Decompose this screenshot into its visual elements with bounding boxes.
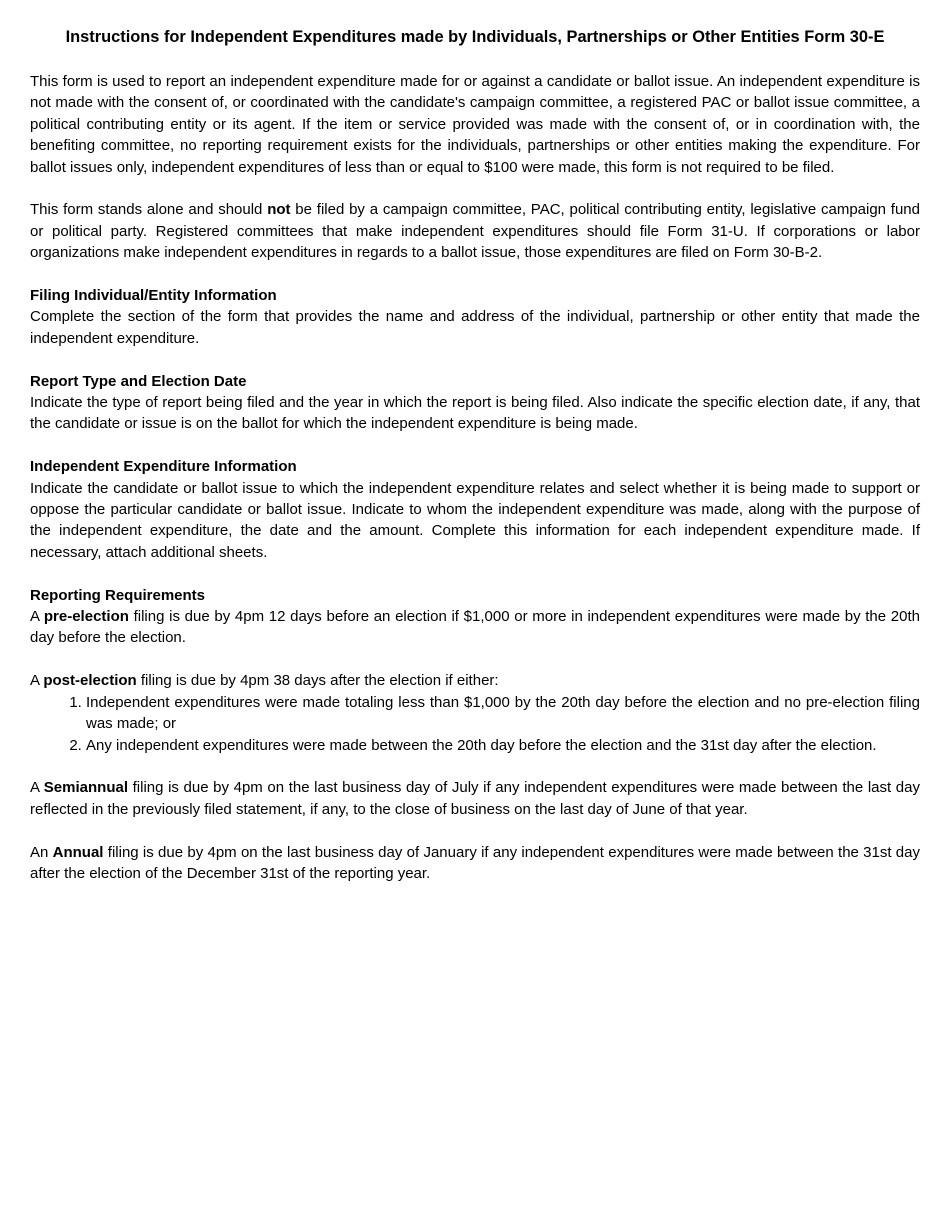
post-election-paragraph — [30, 670, 920, 691]
section-body: Indicate the candidate or ballot issue to which the independent expenditure relates and select whether it is being made to support or oppose the particular candidate or ballot issue. Indicate to whom the independent expenditure was made, along with the purpose of the independent expenditure, the date and the amount. Complete this information for each independent expenditure made. If necessary, attach additional sheets. — [30, 479, 920, 561]
post-election-conditions-list — [30, 692, 920, 756]
pre-election-paragraph — [30, 606, 920, 649]
standalone-text-bold: not — [267, 201, 291, 219]
section-body: Indicate the type of report being filed and the year in which the report is being filed. Also indicate the specific election date, if any, that the candidate or issue is on the ballot for which the independent expenditure is being made. — [30, 394, 920, 433]
standalone-text-after: be filed by a campaign committee, PAC, political contributing entity, legislative campaign fund or political party. Registered committees that make independent expenditures should file Form 31-U. If corporations or labor organizations make independent expenditures in regards to a ballot issue, those expenditures are filed on Form 30-B-2. — [30, 201, 920, 262]
semiannual-after: filing is due by 4pm on the last business day of July if any independent expenditures were made between the last day reflected in the previously filed statement, if any, to the close of business on the last day of June of that year. — [30, 779, 920, 818]
section-reporting-requirements — [30, 585, 920, 649]
standalone-paragraph — [30, 199, 920, 263]
section-heading: Filing Individual/Entity Information — [30, 287, 277, 305]
post-election-intro — [30, 670, 920, 691]
section-filing-individual — [30, 285, 920, 349]
annual-bold: Annual — [52, 843, 104, 861]
pre-election-bold: pre-election — [43, 608, 129, 626]
standalone-text-before: This form stands alone and should — [30, 201, 268, 219]
annual-before: An — [30, 843, 53, 861]
post-election-bold: post-election — [43, 672, 137, 690]
section-report-type — [30, 371, 920, 435]
section-heading: Reporting Requirements — [30, 586, 206, 604]
section-heading: Independent Expenditure Information — [30, 458, 297, 476]
semiannual-paragraph — [30, 777, 920, 820]
list-item: 2. Any independent expenditures were made between the 20th day before the election and the 31st day after the election. — [86, 735, 920, 756]
post-election-before: A — [30, 672, 44, 690]
annual-after: filing is due by 4pm on the last business day of January if any independent expenditures were made between the 31st day after the election of the December 31st of the reporting year. — [30, 843, 920, 882]
pre-election-after: filing is due by 4pm 12 days before an election if $1,000 or more in independent expenditures were made by the 20th day before the election. — [30, 608, 920, 647]
section-heading: Report Type and Election Date — [30, 372, 247, 390]
list-item: 1. Independent expenditures were made totaling less than $1,000 by the 20th day before the election and no pre-election filing was made; or — [86, 692, 920, 735]
section-body: Complete the section of the form that provides the name and address of the individual, partnership or other entity that made the independent expenditure. — [30, 308, 920, 347]
page-title: Instructions for Independent Expenditures made by Individuals, Partnerships or Other Entities Form 30-E — [65, 28, 885, 46]
pre-election-before: A — [30, 608, 44, 626]
post-election-after: filing is due by 4pm 38 days after the election if either: — [136, 672, 499, 690]
semiannual-before: A — [30, 779, 44, 797]
section-expenditure-info — [30, 456, 920, 563]
intro-paragraph: This form is used to report an independent expenditure made for or against a candidate or ballot issue. An independent expenditure is not made with the consent of, or coordinated with the candidate's campaign committee, a registered PAC or ballot issue committee, a political contributing entity or its agent. If the item or service provided was made with the consent of, or in coordination with, the benefiting committee, no reporting requirement exists for the individuals, partnerships or other entities making the expenditure. For ballot issues only, independent expenditures of less than or equal to $100 were made, this form is not required to be filed. — [30, 73, 920, 176]
annual-paragraph — [30, 842, 920, 885]
semiannual-bold: Semiannual — [43, 779, 128, 797]
